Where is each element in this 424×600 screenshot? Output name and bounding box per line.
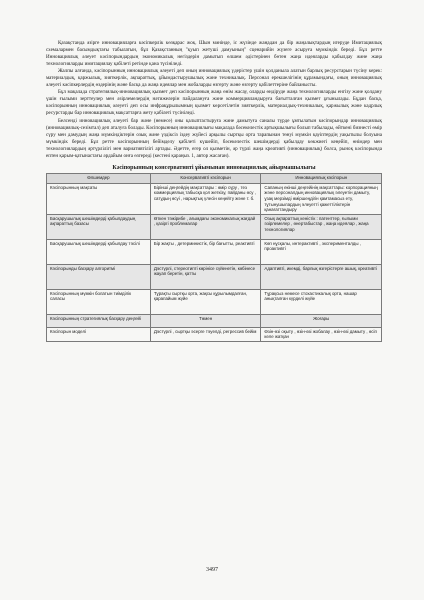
innovative-cell: Озық ақпараттық кеністік : патенттер, ғылыми әзірлемелер , өнертабыстар , жаңа идеялар , жаңа технологиялар xyxy=(261,214,382,239)
table-row xyxy=(47,327,382,341)
table-row xyxy=(47,214,382,239)
table-header-row xyxy=(47,173,382,183)
table-row xyxy=(47,239,382,264)
conservative-cell: Төмен xyxy=(150,314,261,327)
table-row xyxy=(47,289,382,314)
page-number: 3497 xyxy=(206,567,218,573)
paragraph: Белсенді инновациялық әлеуеті бар және (немесе) оны қалыптастыруға және дамытуға саналы түрде ұмтылатын кәсіпорындар инновациялық (инновациялық-сезімтал) деп аталуға болады. Кәсіпорынның инновациялығы мақалада бәсекелестік артықшылығы болып табылады, өйткені бизнесті өмір сүру мен дамудың жаңа мүмкіндіктерін озық және үздіксіз іздеу жүйесі арқылы сыртқы орта тарапынан төнуі мүмкін қауіптердің уақытылы болуына мүмкіндік береді. Бұл ретте кәсіпорынның бейімделу қабілеті күшейіп, бәсекелестік шешімдерді қабылдау көкжиегі кеңейіп, өнімдер мен технологиялардың әртүрлілігі мен вариативтілігі артады. Әдетте, егер ол қызметін, әр түрлі жаңа креативті (инновациялық) болса, рыноқ кәсіпорында ептен қарым-қатынастағы әрдайым онға өзгереді (кестені қараңыз. 1, автор жасаған). xyxy=(46,117,382,159)
column-header-criteria: Өлшемдер xyxy=(47,173,151,183)
innovative-cell: Тұрақсыз немесе стохастикалық орта, нашар анықталған күрделі жүйе xyxy=(261,289,382,314)
innovative-cell: Адаптивті, икемді, барлық өзгерістерге ашық, креативті xyxy=(261,264,382,289)
innovative-cell: Сапаның екінші деңгейінің мақсаттары: корпорацияның және персоналдың инновациялық әлеуетін дамыту, ұзақ мерзімді өміршеңдігін қамтамасыз ету, тұтынушылардың әлеуетті қажеттіліктерін қанағаттандыру xyxy=(261,183,382,214)
conservative-cell: Дәстүрлі, стереотипті көрінісе сүйенетін, көбінесе жауап беретін, қатты xyxy=(150,264,261,289)
criteria-cell: Кәсіпорынның мақсаты xyxy=(47,183,151,214)
conservative-cell: Бір жақты , детерминистік, бір бағытты, реактивті xyxy=(150,239,261,264)
table-row xyxy=(47,183,382,214)
paragraph: Жалпы алғанда, кәсіпорынның инновациялық әлеуеті деп оның инновациялық үдерістер үшін қолданыла алатын барлық ресурстарын түсіну керек: материалдық, қаржылық, зияткерлік, ақпараттық, ұйымдастырушылық және техникалық. Персонал ерекшелігінің құрамындағы, оның инновациялық әлеуеті кәсіпкерлердің өздерінің және басқа да жаңа идеялар мен жобаларды өзгерту және өзгерту қабілеттеріне байланысты. xyxy=(46,68,382,89)
conservative-cell: Бірінші деңгейдің мақсаттары : өмір сүру , тез коммерциялық табысқа қол жеткізу, пайданы өсу , сатудың өсуі , нарықтық үлесін кеңейту және т. б. xyxy=(150,183,261,214)
conservative-cell: Өткен тәжірибе , ағымдағы экономикалық жағдай , қазіргі проблемалар xyxy=(150,214,261,239)
criteria-cell: Кәсіпорын моделі xyxy=(47,327,151,341)
paragraph: Бұл мақалада стратегиялық-инновациялық қызмет деп кәсіпорынның жаңа өнім жасау, оларды өндіруде жаңа технологияларды енгізу және қолдану үшін ғылыми зерттеулер мен әзірлемелердің нәтижелерін пайдалануға және коммерцияландыруға бағытталған қызмет ұғынылады. Бұдан басқа, кәсіпорынның инновациялық әлеуеті деп осы инфрақұрылымның қызмет көрсетілетін зияткерлік, материалдық-техникалық, қаржылық және кадрлық ресурстарды бар инновациялық мақсаттарға жету қабілеті түсініледі. xyxy=(46,89,382,117)
table-caption: Кәсіпорынның консервативті ұйымынан инновациялық айырмашылығы xyxy=(112,164,316,171)
column-header-innovative: Инновациялық кәсіпорын xyxy=(261,173,382,183)
criteria-cell: Кәсіпорынды басқару алгоритмі xyxy=(47,264,151,289)
criteria-cell: Басқарушылық шешімдерді қабылдау тәсілі xyxy=(47,239,151,264)
innovative-cell: Көп нұсқалы, интерактивті , эксперименталды , проактивті xyxy=(261,239,382,264)
conservative-cell: Дәстүрлі , сыртқы әсерге тәуелді, регрессив бейім xyxy=(150,327,261,341)
comparison-table xyxy=(46,173,382,342)
criteria-cell: Басқарушылық шешімдерді қабылдаудың ақпараттық базасы xyxy=(47,214,151,239)
innovative-cell: Жоғары xyxy=(261,314,382,327)
column-header-conservative: Консервативті кәсіпорын xyxy=(150,173,261,183)
table-row xyxy=(47,314,382,327)
conservative-cell: Тұрақты сыртқы орта, жақсы құрылымдалған, қарапайым жүйе xyxy=(150,289,261,314)
criteria-cell: Кәсіпорынның мүмкін болатын тиімділік саласы xyxy=(47,289,151,314)
criteria-cell: Кәсіпорынның стратегиялық басқару деңгейі xyxy=(47,314,151,327)
innovative-cell: Өзін-өзі оқыту , өзін-өзі жобалау , өзін-өзі дамыту , өсіп келе жатқан xyxy=(261,327,382,341)
table-row xyxy=(47,264,382,289)
article-body xyxy=(46,40,382,342)
paragraph: Қазақстанда әзірге инновацияларға кәсіпкерлік көзқарас жоқ. Шын мәнінде, іс жүзінде жаңадан да бір жаңалықтардың игеруде Имитациялық схемалармен басымдықтағы табылатын, бұл Қазақстанның "қуып жетуші дамуының" сценарийін жүзеге асыруға мүмкіндік береді. Бұл ретте Инновациялық әлеует кәсіпорындардың экономикалық негіздерін дамытып өлшем әдістерінен бөтен жаңа идеяларды қабылдау және жаңа технологияларды имитациялау қабілеті ретінде қана түсініледі. xyxy=(46,40,382,68)
